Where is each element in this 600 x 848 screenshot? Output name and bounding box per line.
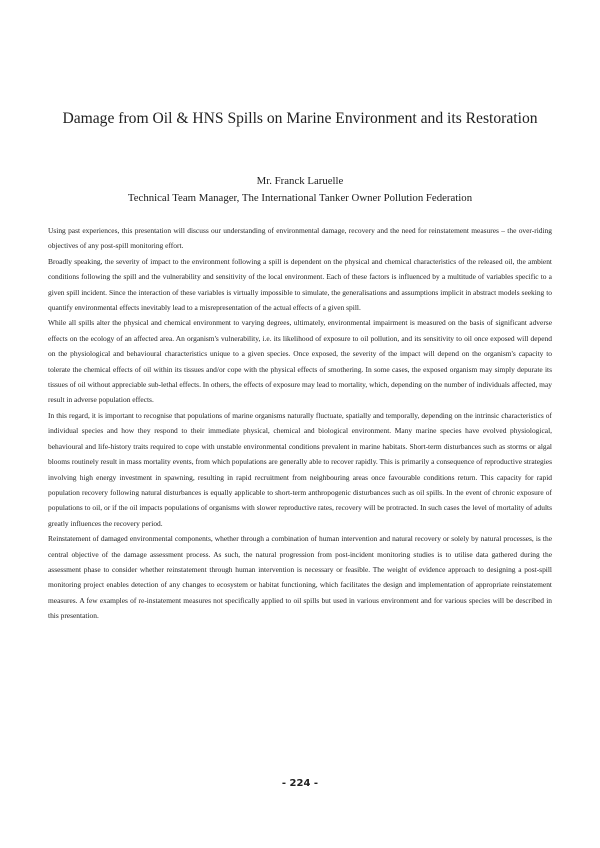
paragraph-1: Using past experiences, this presentation will discuss our understanding of environmental damage, recovery and the need for reinstatement measures – the over-riding objectives of any post-spill monitoring effort. [48,226,552,251]
paragraph-4: In this regard, it is important to recognise that populations of marine organisms naturally fluctuate, spatially and temporally, depending on the intrinsic characteristics of individual species and how they respond to their immediate physical, chemical and biological environment. Many marine species have evolved physiological, behavioural and life-history traits required to cope with unstable environmental conditions prevalent in marine habitats. Short-term disturbances such as storms or algal blooms routinely result in mass mortality events, from which populations are generally able to recover rapidly. This is primarily a consequence of reproductive strategies involving high energy investment in spawning, resulting in rapid recruitment from neighbouring areas once favourable conditions return. This capacity for rapid population recovery following natural disturbances is equally applicable to short-term anthropogenic disturbances such as oil spills. In the event of chronic exposure of populations to oil, or if the oil impacts populations of organisms with slower reproductive rates, recovery will be protracted. In such cases the level of mortality of adults greatly influences the recovery period. [48,410,552,528]
paper-title: Damage from Oil & HNS Spills on Marine Environment and its Restoration [62,110,538,127]
abstract-body [48,223,552,624]
author-name: Mr. Franck Laruelle [256,175,344,187]
paragraph-5: Reinstatement of damaged environmental components, whether through a combination of human intervention and natural recovery or solely by natural processes, is the central objective of the damage assessment process. As such, the natural progression from post-incident monitoring studies is to utilise data gathered during the assessment phase to consider whether reinstatement through human intervention is necessary or feasible. The weight of evidence approach to designing a post-spill monitoring project enables detection of any changes to ecosystem or habitat functioning, which facilitates the design and implementation of appropriate reinstatement measures. A few examples of re-instatement measures not specifically applied to oil spills but used in various environment and for various species will be described in this presentation. [48,534,552,621]
paragraph-2: Broadly speaking, the severity of impact to the environment following a spill is dependent on the physical and chemical characteristics of the released oil, the ambient conditions following the spill and the vulnerability and sensitivity of the local environment. Each of these factors is influenced by a multitude of variables specific to a given spill incident. Since the interaction of these variables is virtually impossible to simulate, the generalisations and assumptions implicit in abstract models seeking to quantify environmental effects inevitably lead to a misrepresentation of the actual effects of a given spill. [48,256,552,313]
page-number: - 224 - [281,778,319,789]
paragraph-3: While all spills alter the physical and chemical environment to varying degrees, ultimately, environmental impairment is measured on the basis of significant adverse effects on the ecology of an affected area. An organism's vulnerability, i.e. its likelihood of exposure to oil pollution, and its sensitivity to oil once exposed will depend on the physiological and behavioural characteristics unique to a given species. Once exposed, the severity of the impact will depend on the organism's capacity to tolerate the chemical effects of oil within its tissues and/or cope with the physical effects of smothering. In some cases, the exposed organism may simply depurate its tissues of oil without appreciable sub-lethal effects. In others, the effects of exposure may lead to mortality, which, depending on the number of individuals affected, may result in adverse population effects. [48,318,552,405]
author-affiliation: Technical Team Manager, The International Tanker Owner Pollution Federation [127,192,473,204]
